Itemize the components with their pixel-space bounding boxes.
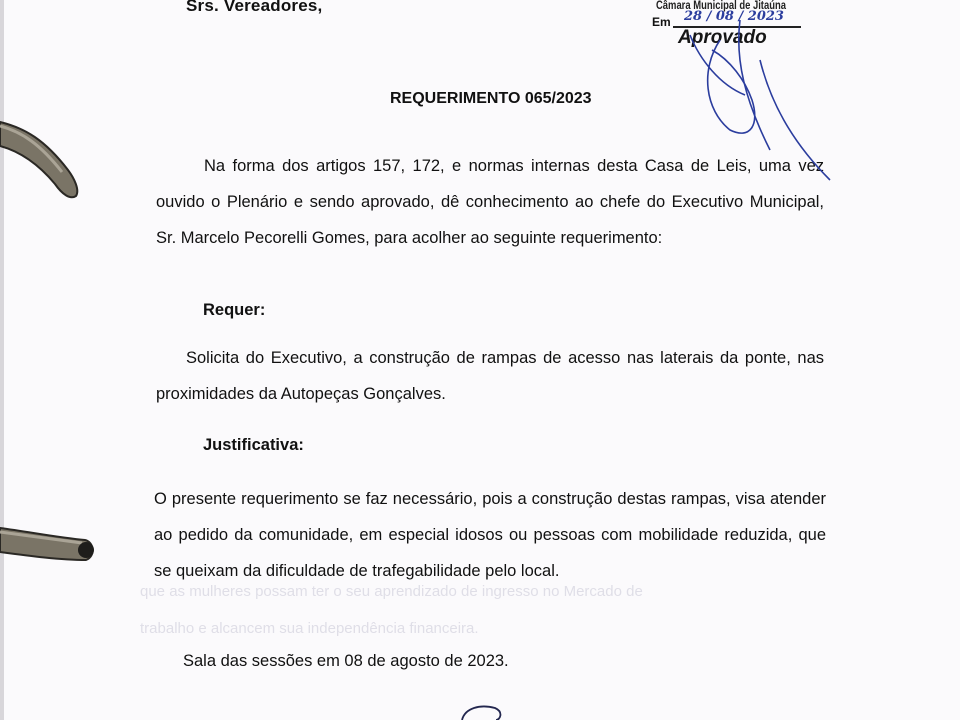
justification-paragraph: O presente requerimento se faz necessário, pois a construção destas rampas, visa atender ao pedido da comunidade, em especial idosos ou pessoas com mobilidade reduzida, que se queixam da dificuldade de trafegabilidade pelo local. <box>154 490 826 580</box>
justification-heading: Justificativa: <box>203 436 304 454</box>
closing-line: Sala das sessões em 08 de agosto de 2023. <box>183 652 509 670</box>
approval-signature <box>690 20 830 180</box>
intro-paragraph: Na forma dos artigos 157, 172, e normas internas desta Casa de Leis, uma vez ouvido o Plenário e sendo aprovado, dê conhecimento ao chefe do Executivo Municipal, Sr. Marcelo Pecorelli Gomes, para acolher ao seguinte requerimento: <box>156 157 824 247</box>
stamp-date-label: Em <box>652 15 671 29</box>
show-through-line: que as mulheres possam ter o seu aprendizado de ingresso no Mercado de <box>140 583 643 600</box>
stamp-date-handwritten: 28 / 08 / 2023 <box>684 9 784 24</box>
show-through-line: trabalho e alcancem sua independência financeira. <box>140 620 479 637</box>
stamp-status: Aprovado <box>678 27 767 48</box>
request-paragraph: Solicita do Executivo, a construção de rampas de acesso nas laterais da ponte, nas proximidades da Autopeças Gonçalves. <box>156 349 824 403</box>
stamp-organization: Câmara Municipal de Jitaúna <box>656 0 786 12</box>
document-title: REQUERIMENTO 065/2023 <box>390 90 592 107</box>
salutation: Srs. Vereadores, <box>186 0 323 15</box>
request-heading: Requer: <box>203 301 266 319</box>
bottom-signature <box>462 707 500 720</box>
